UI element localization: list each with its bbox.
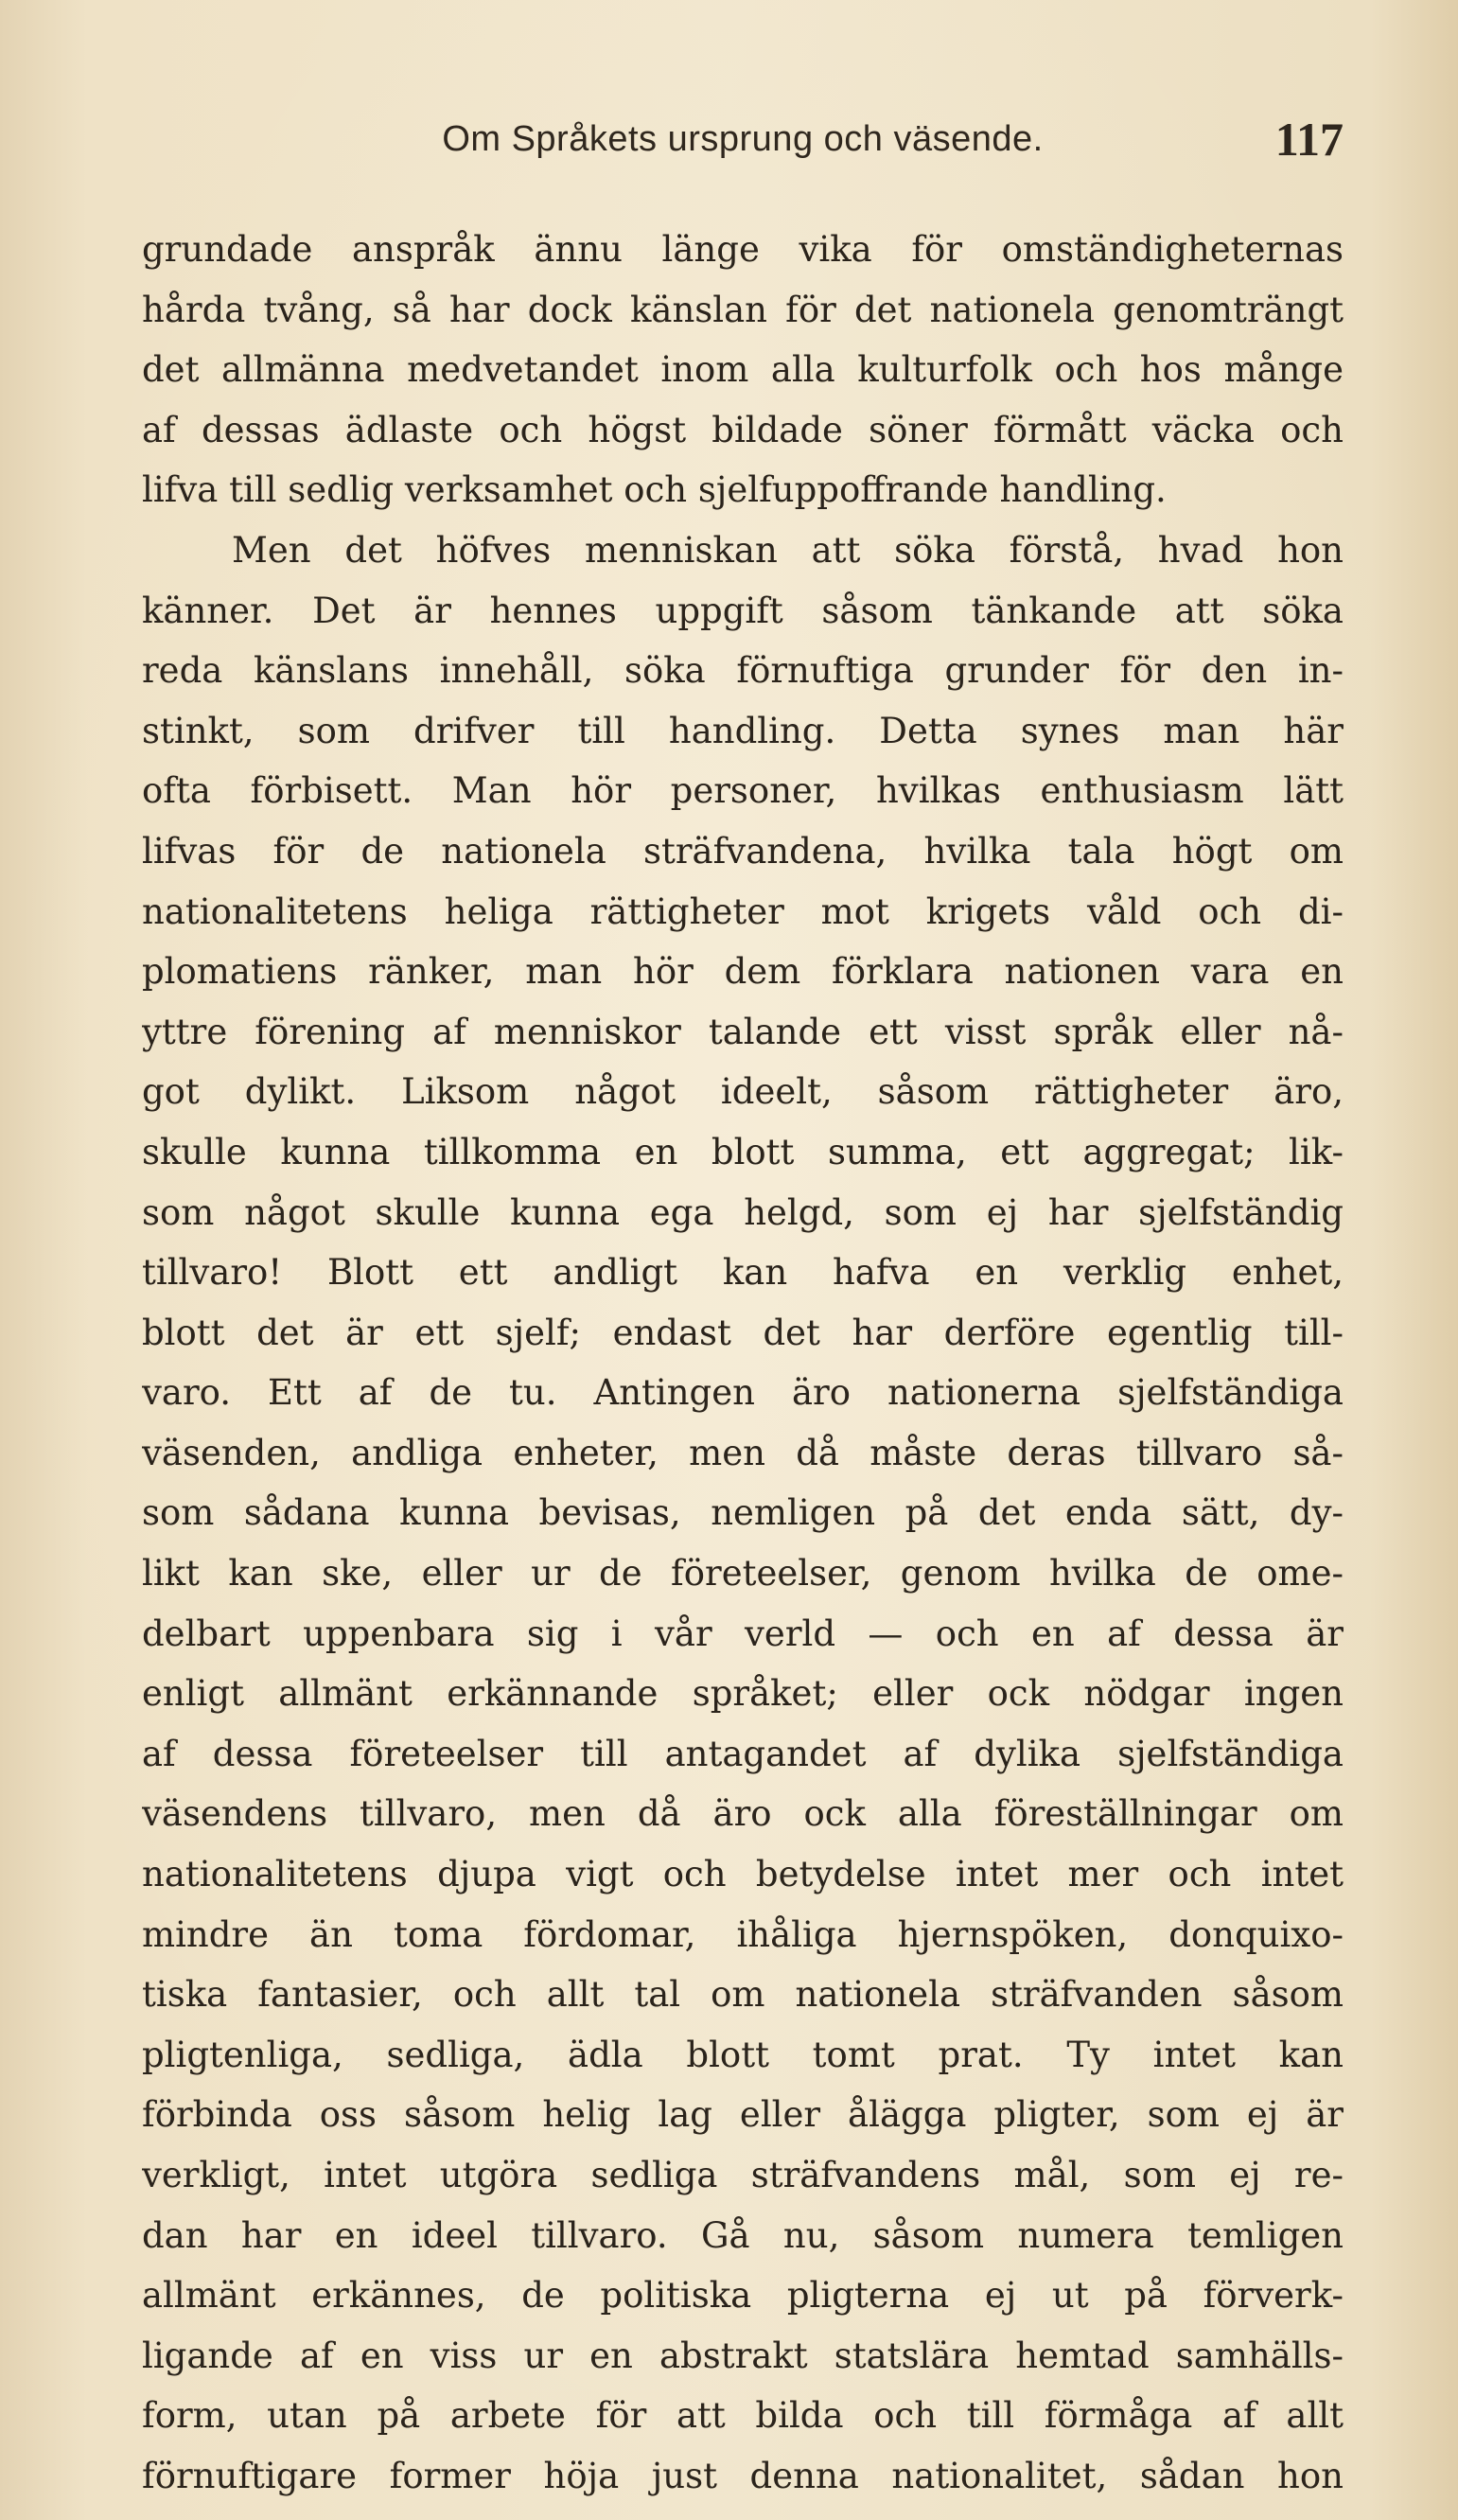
text-line: mindre än toma fördomar, ihåliga hjernspöken, donquixo- bbox=[142, 1913, 1344, 1955]
body-text bbox=[142, 220, 1344, 2507]
text-line: reda känslans innehåll, söka förnuftiga grunder för den in- bbox=[142, 650, 1344, 692]
text-line: blott det är ett sjelf; endast det har derföre egentlig till- bbox=[142, 1312, 1344, 1353]
text-line: väsendens tillvaro, men då äro ock alla föreställningar om bbox=[142, 1793, 1344, 1835]
text-line: förnuftigare former höja just denna nationalitet, sådan hon bbox=[142, 2455, 1344, 2496]
text-line: pligtenliga, sedliga, ädla blott tomt prat. Ty intet kan bbox=[142, 2034, 1344, 2075]
text-line: plomatiens ränker, man hör dem förklara nationen vara en bbox=[142, 951, 1344, 993]
text-line: nationalitetens djupa vigt och betydelse intet mer och intet bbox=[142, 1854, 1344, 1895]
text-line: det allmänna medvetandet inom alla kulturfolk och hos månge bbox=[142, 349, 1344, 391]
text-line: likt kan ske, eller ur de företeelser, genom hvilka de ome- bbox=[142, 1553, 1344, 1595]
text-line: ofta förbisett. Man hör personer, hvilkas enthusiasm lätt bbox=[142, 770, 1344, 812]
text-line: förbinda oss såsom helig lag eller ålägga pligter, som ej är bbox=[142, 2094, 1344, 2136]
text-line: stinkt, som drifver till handling. Detta synes man här bbox=[142, 710, 1344, 751]
text-line: nationalitetens heliga rättigheter mot krigets våld och di- bbox=[142, 890, 1344, 932]
text-line: lifvas för de nationela sträfvandena, hvilka tala högt om bbox=[142, 830, 1344, 872]
text-line: ligande af en viss ur en abstrakt statslära hemtad samhälls- bbox=[142, 2335, 1344, 2376]
text-line: af dessa företeelser till antagandet af dylika sjelfständiga bbox=[142, 1733, 1344, 1774]
running-head: Om Språkets ursprung och väsende. bbox=[442, 119, 1044, 159]
text-line: yttre förening af menniskor talande ett visst språk eller nå- bbox=[142, 1011, 1344, 1052]
text-line: allmänt erkännes, de politiska pligterna ej ut på förverk- bbox=[142, 2275, 1344, 2317]
text-line: delbart uppenbara sig i vår verld — och en af dessa är bbox=[142, 1612, 1344, 1654]
text-line: hårda tvång, så har dock känslan för det nationela genomträngt bbox=[142, 289, 1344, 330]
text-line: form, utan på arbete för att bilda och till förmåga af allt bbox=[142, 2395, 1344, 2437]
text-line: dan har en ideel tillvaro. Gå nu, såsom numera temligen bbox=[142, 2214, 1344, 2256]
text-line: tillvaro! Blott ett andligt kan hafva en verklig enhet, bbox=[142, 1252, 1344, 1294]
page-number: 117 bbox=[1274, 113, 1344, 166]
text-line: enligt allmänt erkännande språket; eller ock nödgar ingen bbox=[142, 1673, 1344, 1715]
text-line: lifva till sedlig verksamhet och sjelfuppoffrande handling. bbox=[142, 469, 1167, 511]
text-line: som något skulle kunna ega helgd, som ej har sjelfständig bbox=[142, 1191, 1344, 1233]
text-line: tiska fantasier, och allt tal om nationela sträfvanden såsom bbox=[142, 1974, 1344, 2016]
text-line: verkligt, intet utgöra sedliga sträfvandens mål, som ej re- bbox=[142, 2155, 1344, 2195]
text-line: skulle kunna tillkomma en blott summa, ett aggregat; lik- bbox=[142, 1131, 1344, 1172]
paragraph-start-line: Men det höfves menniskan att söka förstå, hvad hon bbox=[232, 529, 1344, 571]
text-line: varo. Ett af de tu. Antingen äro nationerna sjelfständiga bbox=[142, 1372, 1344, 1414]
text-line: got dylikt. Liksom något ideelt, såsom rättigheter äro, bbox=[142, 1071, 1344, 1113]
text-line: af dessas ädlaste och högst bildade söner förmått väcka och bbox=[142, 409, 1344, 450]
text-line: väsenden, andliga enheter, men då måste deras tillvaro så- bbox=[142, 1432, 1344, 1473]
page-header bbox=[142, 112, 1344, 168]
text-line: som sådana kunna bevisas, nemligen på det enda sätt, dy- bbox=[142, 1492, 1344, 1534]
text-line: grundade anspråk ännu länge vika för omständigheternas bbox=[142, 229, 1344, 270]
text-line: känner. Det är hennes uppgift såsom tänkande att söka bbox=[142, 590, 1344, 631]
